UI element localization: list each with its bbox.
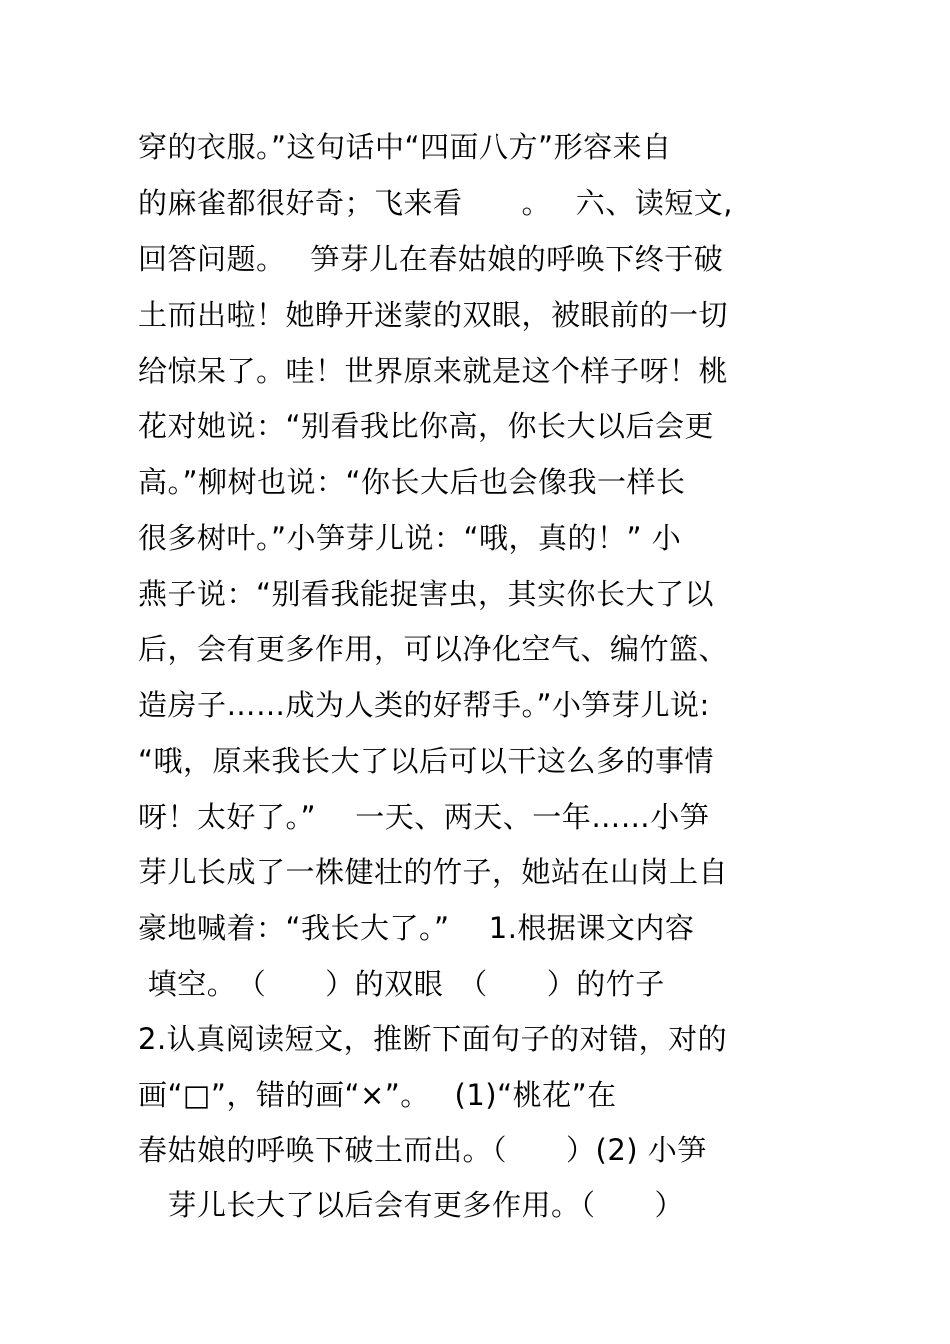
text-line: 呀！太好了。” 一天、两天、一年……小笋 [138,800,710,834]
text-line: 后，会有更多作用，可以净化空气、编竹篮、 [138,632,729,666]
text-line: 春姑娘的呼唤下破土而出。（ ）(2) 小笋 [138,1133,707,1167]
text-line: 花对她说：“别看我比你高，你长大以后会更 [138,409,715,443]
text-line: 燕子说：“别看我能捉害虫，其实你长大了以 [138,577,715,611]
text-line: 的麻雀都很好奇；飞来看 。 六、读短文, [138,186,733,220]
text-line: “哦，原来我长大了以后可以干这么多的事情 [138,744,715,778]
text-line: 给惊呆了。哇！世界原来就是这个样子呀！桃 [138,354,729,388]
text-line: 土而出啦！她睁开迷蒙的双眼，被眼前的一切 [138,298,729,332]
text-line: 高。”柳树也说：“你长大后也会像我一样长 [138,465,686,499]
text-line: 很多树叶。”小笋芽儿说：“哦，真的！” 小 [138,521,682,555]
text-line: 造房子……成为人类的好帮手。”小笋芽儿说: [138,688,710,722]
text-line: 回答问题。 笋芽儿在春姑娘的呼唤下终于破 [138,242,724,276]
text-line: 填空。 （ ）的双眼 （ ）的竹子 [138,967,665,1001]
text-line: 2.认真阅读短文，推断下面句子的对错，对的 [138,1022,728,1056]
text-line: 芽儿长大了以后会有更多作用。（ ） [138,1188,685,1222]
text-line: 穿的衣服。”这句话中“四面八方”形容来自 [138,130,672,164]
text-line: 芽儿长成了一株健壮的竹子，她站在山岗上自 [138,855,729,889]
text-line: 豪地喊着：“我长大了。” 1.根据课文内容 [138,911,695,945]
text-line: 画“□”，错的画“×”。 (1)“桃花”在 [138,1078,617,1112]
